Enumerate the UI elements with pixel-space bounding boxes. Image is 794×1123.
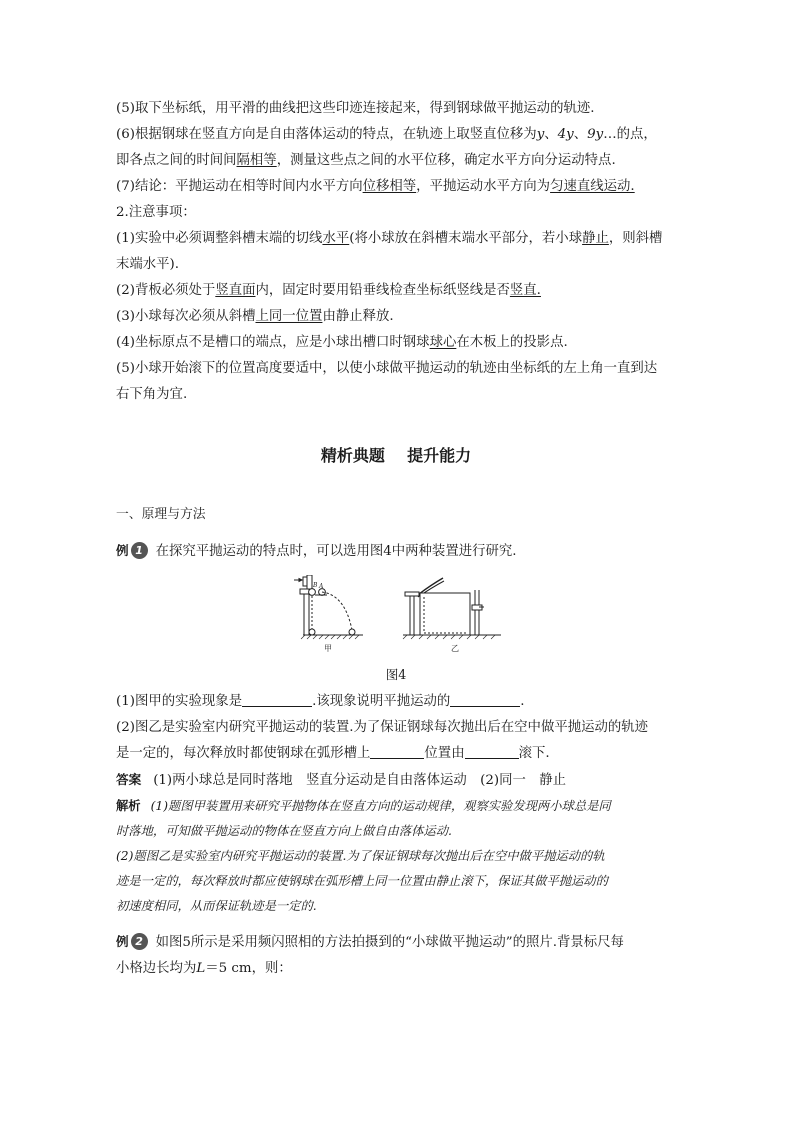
curved-chute: [419, 578, 443, 594]
answer-blank: [450, 691, 520, 707]
note-3: (3)小球每次必须从斜槽上同一位置由静止释放.: [116, 309, 394, 324]
figure-4: [291, 575, 501, 657]
ball-landed: [349, 629, 355, 635]
answer-blank: [465, 743, 519, 759]
apparatus-jia: [294, 575, 363, 639]
underlined-answer: 隔相等: [236, 153, 277, 168]
underlined-answer: 匀速直线运动.: [550, 179, 635, 194]
analysis-1: 解析 (1)题图甲装置用来研究平抛物体在竖直方向的运动规律，观察实验发现两小球总是同: [116, 799, 611, 813]
frame-top: [307, 575, 312, 589]
question-2-cont: 是一定的，每次释放时都使钢球在弧形槽上 位置由 滚下.: [116, 741, 676, 767]
ball-landed: [309, 629, 315, 635]
question-2: (2)图乙是实验室内研究平抛运动的装置.为了保证钢球每次抛出后在空中做平抛运动的轨迹: [116, 720, 649, 735]
arrow-head: [299, 579, 302, 582]
analysis-2: (2)题图乙是实验室内研究平抛运动的装置.为了保证钢球每次抛出后在空中做平抛运动的轨: [116, 849, 605, 863]
label-yi: 乙: [451, 644, 459, 653]
clamp: [300, 589, 309, 594]
note-5-cont: 右下角为宜.: [116, 387, 188, 402]
example-2-stem-cont: 小格边长均为L＝5 cm，则：: [116, 961, 292, 976]
backboard: [420, 593, 470, 635]
underlined-answer: 位移相等: [362, 179, 417, 194]
step-6: (6)根据钢球在竖直方向是自由落体运动的特点，在轨迹上取竖直位移为y、4y、9y…的点，: [116, 127, 657, 142]
example-1-stem: 例 1 在探究平抛运动的特点时，可以选用图4中两种装置进行研究.: [116, 543, 517, 559]
ground-hatch: [301, 635, 359, 639]
mark-A: A: [319, 583, 324, 590]
underlined-answer: 竖直面: [215, 283, 256, 298]
underlined-answer: 上同一位置: [255, 309, 323, 324]
apparatus-diagram: [291, 575, 501, 657]
underlined-answer: 球心: [429, 335, 457, 350]
stand-post: [410, 595, 414, 635]
answer-blank: [370, 743, 424, 759]
mark-B: B: [313, 582, 318, 589]
underlined-answer: 竖直.: [509, 283, 541, 298]
ground-hatch: [403, 635, 495, 639]
subsection-title: 一、原理与方法: [116, 507, 206, 522]
example-label: 例: [116, 543, 129, 558]
step-6-cont: 即各点之间的时间间隔相等，测量这些点之间的水平位移，确定水平方向分运动特点.: [116, 153, 616, 168]
example-number-badge: 1: [131, 542, 148, 559]
math-4y: 4y: [557, 127, 574, 142]
note-4: (4)坐标原点不是槽口的端点，应是小球出槽口时钢球球心在木板上的投影点.: [116, 335, 568, 350]
analysis-2-cont: 初速度相同，从而保证轨迹是一定的.: [116, 899, 317, 913]
apparatus-yi: [403, 578, 501, 639]
answer: 答案 (1)两小球总是同时落地 竖直分运动是自由落体运动 (2)同一 静止: [116, 772, 567, 788]
stand-top: [405, 592, 419, 596]
example-number-badge: 2: [131, 933, 148, 950]
section-heading: 精析典题 提升能力: [320, 446, 472, 465]
notes-title: 2.注意事项：: [116, 205, 196, 220]
note-1-cont: 末端水平).: [116, 257, 180, 272]
ball-B: [309, 589, 316, 596]
document-page: [116, 96, 676, 982]
step-5: (5)取下坐标纸，用平滑的曲线把这些印迹连接起来，得到钢球做平抛运动的轨迹.: [116, 101, 595, 116]
hammer: [303, 577, 307, 586]
math-9y: 9y: [587, 127, 604, 142]
analysis-1-cont: 时落地，可知做平抛运动的物体在竖直方向上做自由落体运动.: [116, 824, 452, 838]
step-7: (7)结论：平抛运动在相等时间内水平方向位移相等，平抛运动水平方向为匀速直线运动.: [116, 179, 635, 194]
math-y: y: [536, 127, 545, 142]
example-2-stem: 例 2 如图5所示是采用频闪照相的方法拍摄到的“小球做平抛运动”的照片.背景标尺每: [116, 934, 624, 950]
analysis-2-cont: 迹是一定的，每次释放时都应使钢球在弧形槽上同一位置由静止滚下，保证其做平抛运动的: [116, 874, 608, 888]
answer-blank: [242, 691, 312, 707]
note-2: (2)背板必须处于竖直面内，固定时要用铅垂线检查坐标纸竖线是否竖直.: [116, 283, 541, 298]
parabolic-path: [322, 592, 352, 630]
note-5: (5)小球开始滚下的位置高度要适中，以使小球做平抛运动的轨迹由坐标纸的左上角一直到达: [116, 361, 658, 376]
underlined-answer: 水平: [322, 231, 350, 246]
math-L: L: [196, 961, 206, 976]
underlined-answer: 静止: [582, 231, 609, 246]
label-jia: 甲: [324, 644, 332, 653]
example-label: 例: [116, 934, 129, 949]
note-1: (1)实验中必须调整斜槽末端的切线水平(将小球放在斜槽末端水平部分，若小球静止，则斜槽: [116, 231, 663, 246]
question-1: (1)图甲的实验现象是 .该现象说明平抛运动的 .: [116, 689, 676, 715]
figure-caption: 图4: [385, 667, 407, 682]
